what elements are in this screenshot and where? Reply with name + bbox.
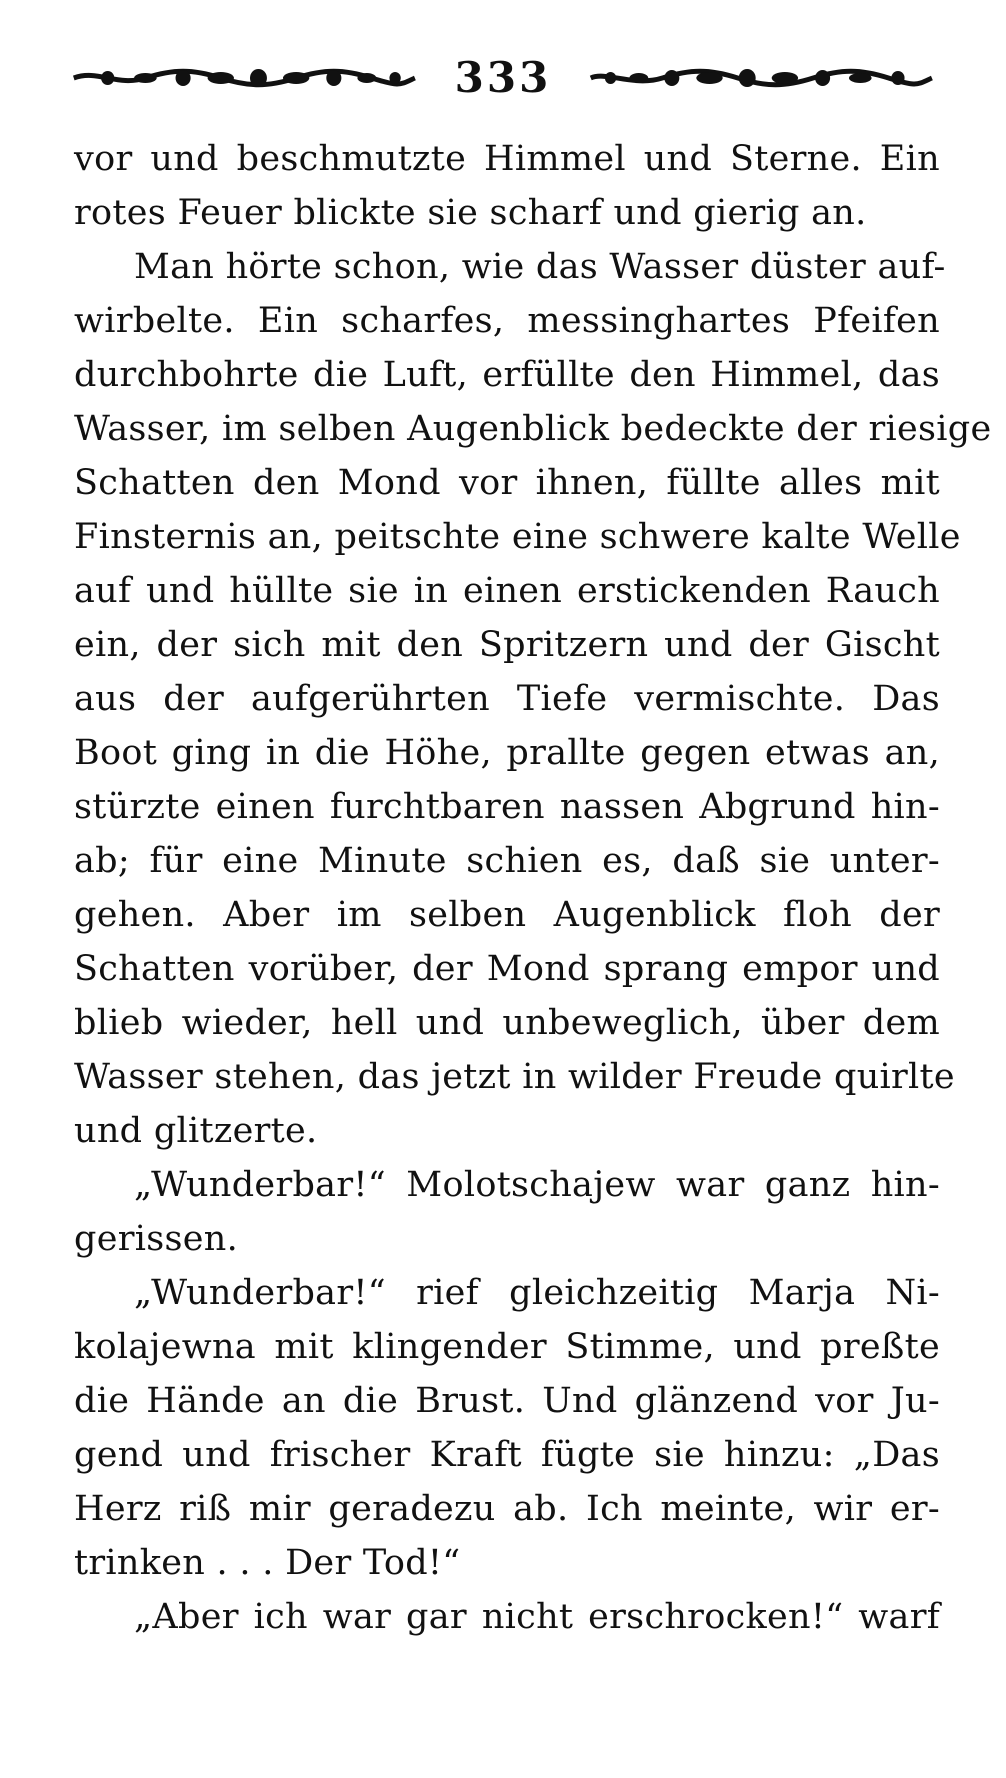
text-line: „Wunderbar!“ Molotschajew war ganz hin- bbox=[134, 1165, 940, 1205]
text-line: aus der aufgerührten Tiefe vermischte. Das bbox=[74, 679, 940, 719]
text-line: trinken . . . Der Tod!“ bbox=[74, 1543, 461, 1583]
text-line: ab; für eine Minute schien es, daß sie unter- bbox=[74, 841, 940, 881]
text-line: die Hände an die Brust. Und glänzend vor Ju- bbox=[74, 1381, 940, 1421]
text-line: Wasser stehen, das jetzt in wilder Freude quirlte bbox=[74, 1057, 955, 1097]
text-line: gehen. Aber im selben Augenblick floh der bbox=[74, 895, 940, 935]
text-line: Finsternis an, peitschte eine schwere kalte Welle bbox=[74, 517, 961, 557]
text-line: gend und frischer Kraft fügte sie hinzu: „Das bbox=[74, 1435, 940, 1475]
text-line: und glitzerte. bbox=[74, 1111, 318, 1151]
text-line: „Wunderbar!“ rief gleichzeitig Marja Ni- bbox=[134, 1273, 940, 1313]
text-line: durchbohrte die Luft, erfüllte den Himmel, das bbox=[74, 355, 940, 395]
text-line: ein, der sich mit den Spritzern und der Gischt bbox=[74, 625, 940, 665]
text-line: Schatten den Mond vor ihnen, füllte alles mit bbox=[74, 463, 940, 503]
text-line: Schatten vorüber, der Mond sprang empor und bbox=[74, 949, 940, 989]
text-line: blieb wieder, hell und unbeweglich, über dem bbox=[74, 1003, 940, 1043]
text-line: auf und hüllte sie in einen erstickenden Rauch bbox=[74, 571, 940, 611]
page-header bbox=[70, 48, 936, 108]
left-ornament-icon bbox=[70, 65, 419, 91]
text-line: Herz riß mir geradezu ab. Ich meinte, wir er- bbox=[74, 1489, 940, 1529]
text-line: rotes Feuer blickte sie scharf und gierig an. bbox=[74, 193, 867, 233]
right-ornament-icon bbox=[587, 65, 936, 91]
text-line: Wasser, im selben Augenblick bedeckte der riesige bbox=[74, 409, 992, 449]
text-line: kolajewna mit klingender Stimme, und preßte bbox=[74, 1327, 940, 1367]
text-line: stürzte einen furchtbaren nassen Abgrund hin- bbox=[74, 787, 940, 827]
text-line: vor und beschmutzte Himmel und Sterne. Ein bbox=[74, 139, 940, 179]
text-line: wirbelte. Ein scharfes, messinghartes Pfeifen bbox=[74, 301, 940, 341]
text-line: „Aber ich war gar nicht erschrocken!“ warf bbox=[134, 1597, 940, 1637]
page-body-text bbox=[74, 132, 992, 1644]
text-line: Man hörte schon, wie das Wasser düster auf- bbox=[134, 247, 946, 287]
page-number: 333 bbox=[454, 53, 552, 102]
text-line: Boot ging in die Höhe, prallte gegen etwas an, bbox=[74, 733, 940, 773]
text-line: gerissen. bbox=[74, 1219, 239, 1259]
